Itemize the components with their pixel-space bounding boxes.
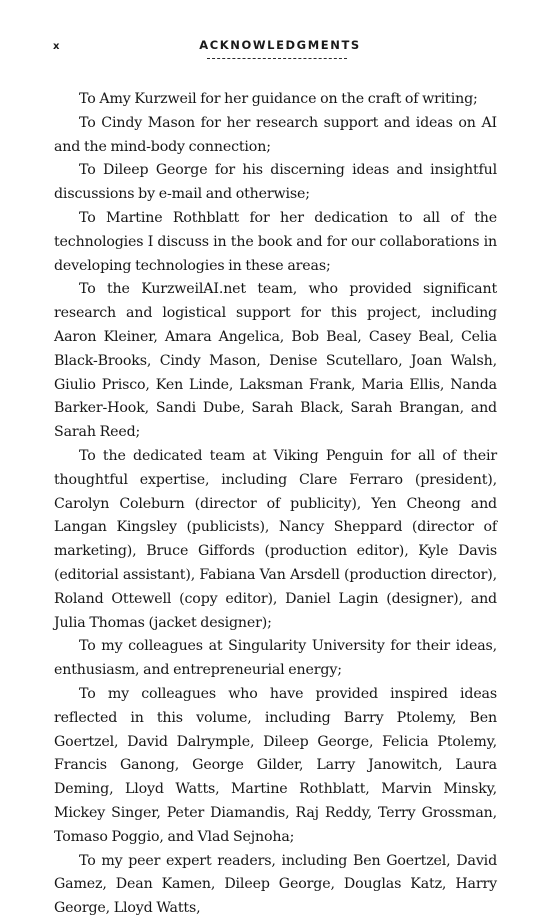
running-head: ACKNOWLEDGMENTS (199, 38, 361, 52)
paragraph: To my peer expert readers, including Ben Goertzel, David Gamez, Dean Kamen, Dileep George, Douglas Katz, Harry George, Lloyd Watts, (54, 852, 497, 917)
paragraph: To the dedicated team at Viking Penguin for all of their thoughtful expertise, including Clare Ferraro (president), Carolyn Coleburn (director of publicity), Yen Cheong and Langan Kingsley (publicists), Nancy Sheppard (director of marketing), Bruce Giffords (production editor), Kyle Davis (editorial assistant), Fabiana Van Arsdell (production director), Roland Ottewell (copy editor), Daniel Lagin (designer), and Julia Thomas (jacket designer); (54, 447, 497, 631)
paragraph: To my colleagues at Singularity University for their ideas, enthusiasm, and entrepreneurial energy; (54, 638, 497, 679)
page-header (0, 37, 560, 67)
paragraph: To Amy Kurzweil for her guidance on the craft of writing; (79, 91, 478, 107)
running-head-rule (207, 58, 347, 59)
paragraph: To Dileep George for his discerning ideas and insightful discussions by e-mail and otherwise; (54, 162, 497, 203)
paragraph: To Cindy Mason for her research support and ideas on AI and the mind-body connection; (54, 114, 497, 155)
page-number: x (53, 41, 60, 52)
paragraph: To the KurzweilAI.net team, who provided significant research and logistical support for this project, including Aaron Kleiner, Amara Angelica, Bob Beal, Casey Beal, Celia Black-Brooks, Cindy Mason, Denise Scutellaro, Joan Walsh, Giulio Prisco, Ken Linde, Laksman Frank, Maria Ellis, Nanda Barker-Hook, Sandi Dube, Sarah Black, Sarah Brangan, and Sarah Reed; (54, 281, 497, 441)
paragraph: To my colleagues who have provided inspired ideas reflected in this volume, including Barry Ptolemy, Ben Goertzel, David Dalrymple, Dileep George, Felicia Ptolemy, Francis Ganong, George Gilder, Larry Janowitch, Laura Deming, Lloyd Watts, Martine Rothblatt, Marvin Minsky, Mickey Singer, Peter Diamandis, Raj Reddy, Terry Grossman, Tomaso Poggio, and Vlad Sejnoha; (54, 685, 497, 845)
paragraph: To Martine Rothblatt for her dedication to all of the technologies I discuss in the book and for our collaborations in developing technologies in these areas; (54, 209, 497, 274)
acknowledgments-body (54, 88, 497, 921)
